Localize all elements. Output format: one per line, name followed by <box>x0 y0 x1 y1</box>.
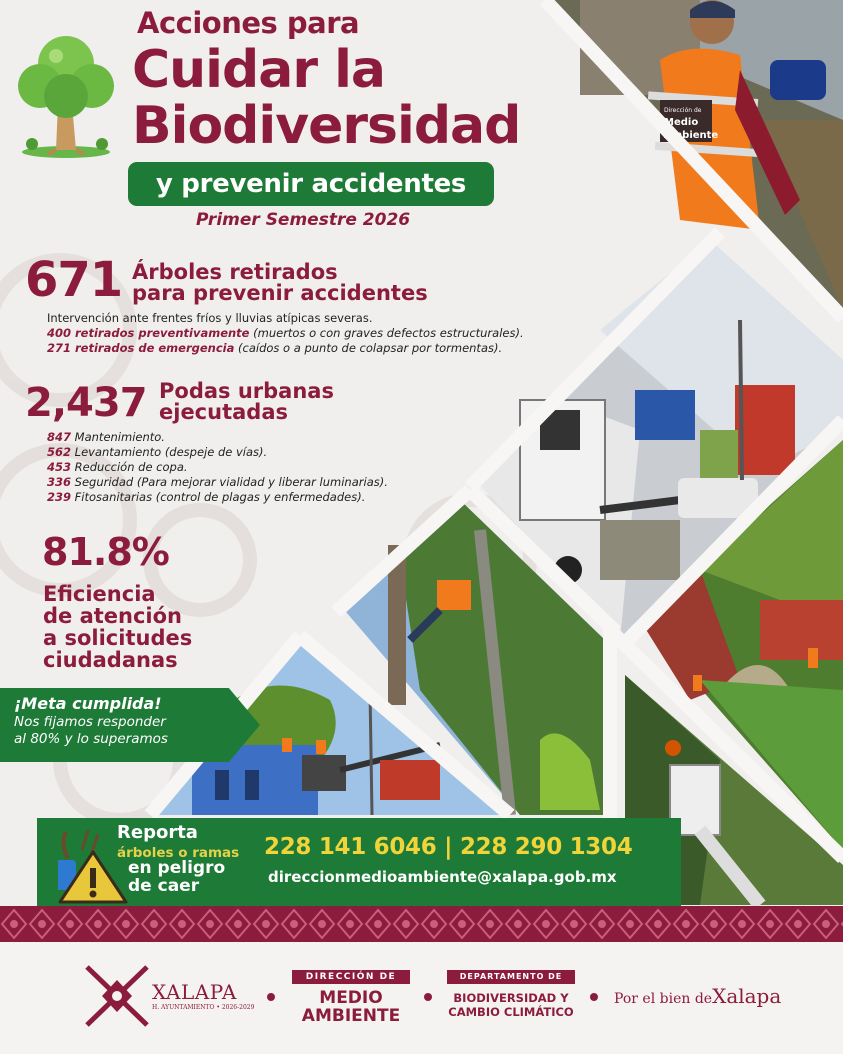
report-line-3: en peligro <box>128 858 226 878</box>
pruning-label-line-2: ejecutadas <box>159 400 288 424</box>
vest-label-2: Medio <box>664 117 699 128</box>
trees-details <box>47 311 607 356</box>
trees-label <box>132 262 428 304</box>
subtitle-pill: y prevenir accidentes <box>128 162 494 206</box>
trees-detail-2-rest: (caídos o a punto de colapsar por tormentas). <box>234 341 503 355</box>
efficiency-label-line-1: Eficiencia <box>43 582 156 606</box>
report-line-4: de caer <box>128 876 200 896</box>
efficiency-label-line-3: a solicitudes <box>43 626 193 650</box>
title-line-2: Biodiversidad <box>132 96 521 156</box>
efficiency-number: 81.8% <box>42 530 169 574</box>
title-small: Acciones para <box>137 6 360 40</box>
report-title: Reporta <box>117 822 198 843</box>
xalapa-subtitle: H. AYUNTAMIENTO • 2026-2029 <box>152 1004 255 1011</box>
decorative-pattern-band <box>0 906 843 942</box>
pruning-item-count: 562 <box>47 445 72 459</box>
goal-text <box>14 714 234 748</box>
pruning-item-count: 239 <box>47 490 72 504</box>
pruning-number: 2,437 <box>25 380 147 426</box>
contact-email[interactable]: direccionmedioambiente@xalapa.gob.mx <box>268 868 617 886</box>
trees-intro: Intervención ante frentes fríos y lluvias atípicas severas. <box>47 311 373 325</box>
vest-label-1: Dirección de <box>664 107 702 114</box>
footer-separator-dot <box>267 993 275 1001</box>
pruning-item-count: 336 <box>47 475 72 489</box>
pruning-item-count: 453 <box>47 460 72 474</box>
trees-label-line-2: para prevenir accidentes <box>132 281 428 305</box>
pruning-item-text: Fitosanitarias (control de plagas y enfermedades). <box>71 490 366 504</box>
report-text <box>128 859 238 895</box>
dma-header: DIRECCIÓN DE <box>292 970 410 984</box>
slogan-part-b: Xalapa <box>712 984 782 1008</box>
footer-separator-dot <box>424 993 432 1001</box>
tree-icon <box>12 34 120 158</box>
pruning-details <box>47 430 467 505</box>
department-line-2: CAMBIO CLIMÁTICO <box>448 1005 574 1019</box>
slogan-part-a: Por el bien de <box>614 991 713 1007</box>
pruning-item <box>47 490 467 505</box>
vest-label-3: Ambiente <box>664 130 719 141</box>
trees-detail-1-rest: (muertos o con graves defectos estructurales). <box>249 326 524 340</box>
trees-detail-2-bold: 271 retirados de emergencia <box>47 341 235 355</box>
pruning-label-line-1: Podas urbanas <box>159 379 334 403</box>
pruning-item <box>47 460 467 475</box>
pruning-item-text: Levantamiento (despeje de vías). <box>71 445 268 459</box>
dma-line-1: MEDIO <box>319 988 383 1008</box>
department-line-1: BIODIVERSIDAD Y <box>453 991 569 1005</box>
pruning-label <box>159 381 334 423</box>
department-header: DEPARTAMENTO DE <box>447 970 575 984</box>
trees-label-line-1: Árboles retirados <box>132 260 338 284</box>
trees-detail-1 <box>47 326 607 341</box>
dma-line-2: AMBIENTE <box>301 1006 401 1026</box>
footer-separator-dot <box>590 993 598 1001</box>
pruning-item <box>47 445 467 460</box>
pruning-item-text: Reducción de copa. <box>71 460 188 474</box>
pruning-item <box>47 475 467 490</box>
goal-line-1: Nos fijamos responder <box>14 714 166 730</box>
efficiency-label-line-2: de atención <box>43 604 183 628</box>
xalapa-logo-icon <box>82 962 152 1030</box>
slogan <box>614 984 781 1008</box>
xalapa-name: XALAPA <box>152 980 237 1004</box>
pruning-item-count: 847 <box>47 430 72 444</box>
report-subtitle: árboles o ramas <box>117 845 240 861</box>
semester-label: Primer Semestre 2026 <box>196 210 411 230</box>
trees-detail-1-bold: 400 retirados preventivamente <box>47 326 250 340</box>
title-line-1: Cuidar la <box>132 40 385 100</box>
pruning-item <box>47 430 467 445</box>
pruning-item-text: Mantenimiento. <box>71 430 165 444</box>
efficiency-label-line-4: ciudadanas <box>43 648 178 672</box>
trees-number: 671 <box>25 252 123 308</box>
pruning-item-text: Seguridad (Para mejorar vialidad y liberar luminarias). <box>71 475 388 489</box>
efficiency-label <box>43 583 192 671</box>
phone-numbers[interactable]: 228 141 6046 | 228 290 1304 <box>264 834 633 860</box>
goal-line-2: al 80% y lo superamos <box>14 731 168 747</box>
trees-detail-2 <box>47 341 607 356</box>
goal-title: ¡Meta cumplida! <box>14 694 162 713</box>
